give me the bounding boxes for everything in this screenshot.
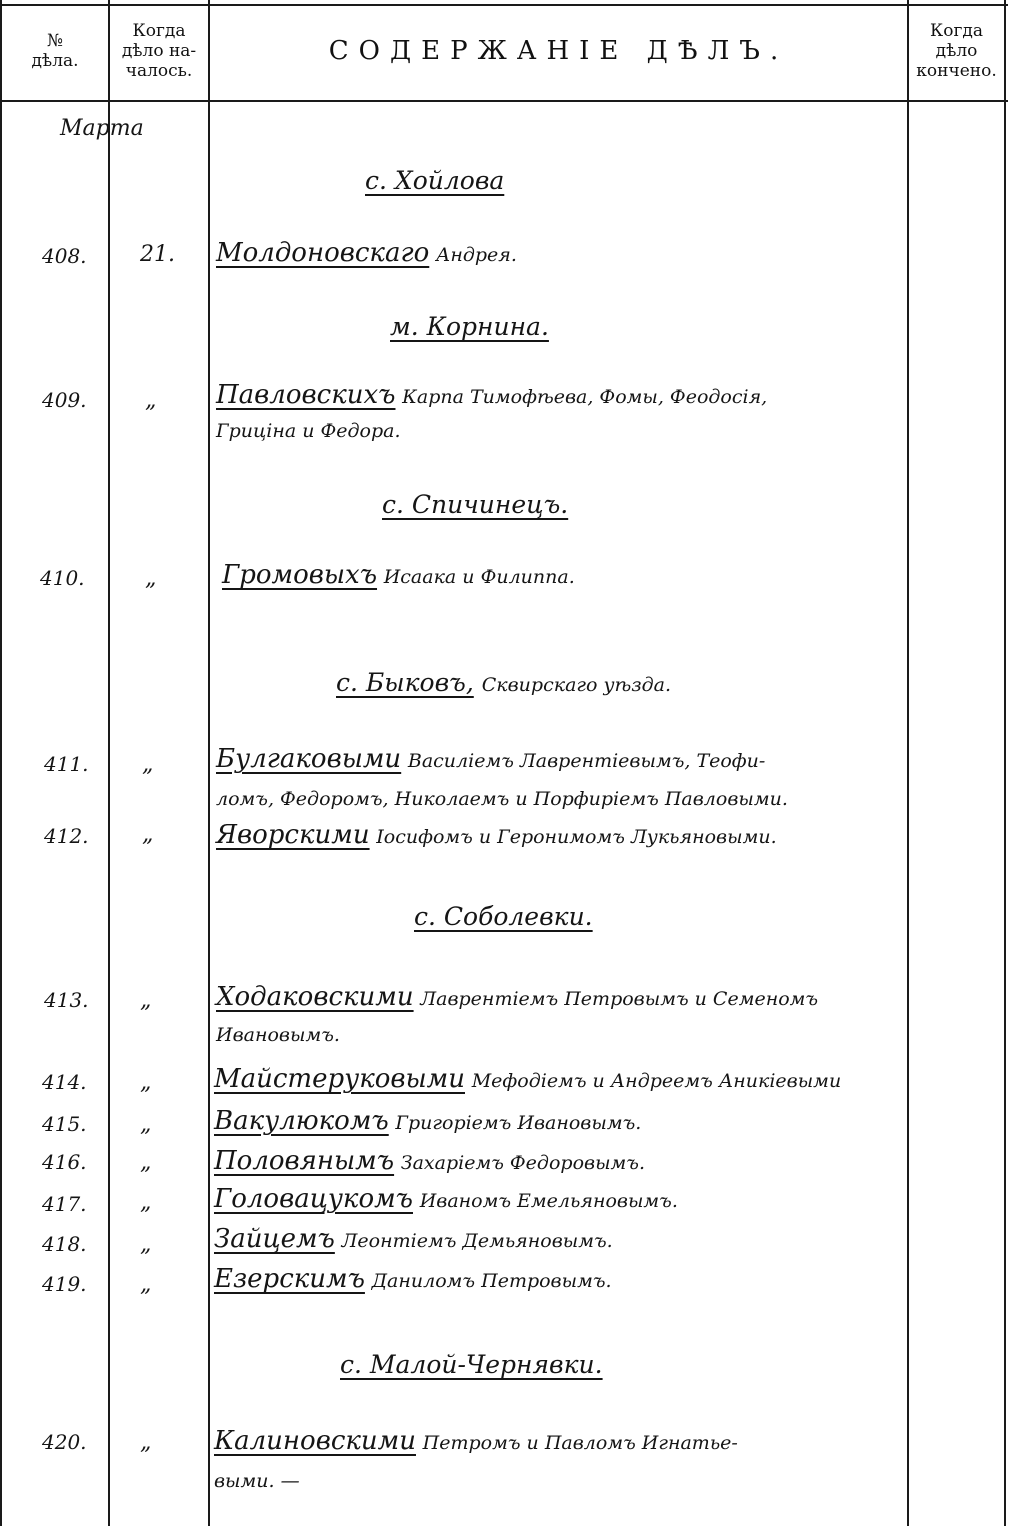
- place-heading: с. Быковъ, Сквирскаго уѣзда.: [336, 668, 672, 697]
- case-entry: Калиновскими Петромъ и Павломъ Игнатье-: [214, 1426, 738, 1456]
- rule-start-column: [208, 0, 210, 1526]
- case-entry: Яворскими Іосифомъ и Геронимомъ Лукьяновыми.: [216, 820, 777, 850]
- case-number: 418.: [42, 1232, 87, 1256]
- case-date: „: [142, 822, 154, 847]
- header-rule: [0, 100, 1008, 102]
- place-heading: с. Хойлова: [365, 166, 505, 195]
- place-heading: с. Спичинецъ.: [382, 490, 569, 519]
- rule-content-column: [907, 0, 909, 1526]
- case-number: 408.: [42, 244, 87, 268]
- case-entry-continuation: Гриціна и Федора.: [216, 420, 401, 442]
- rule-number-column: [108, 0, 110, 1526]
- case-date: „: [142, 752, 154, 777]
- header-start-label: Когда дѣло на- чалось.: [121, 21, 197, 81]
- case-entry: Павловскихъ Карпа Тимофѣева, Фомы, Феодосія,: [216, 380, 768, 410]
- case-date: „: [140, 1430, 152, 1455]
- place-heading: м. Корнина.: [390, 312, 549, 341]
- case-entry: Ходаковскими Лаврентіемъ Петровымъ и Семеномъ: [216, 982, 819, 1012]
- case-number: 419.: [42, 1272, 87, 1296]
- page-title: СОДЕРЖАНІЕ ДѢЛЪ.: [328, 36, 789, 66]
- case-number: 409.: [42, 388, 87, 412]
- header-number-label: № дѣла.: [31, 31, 79, 71]
- case-date: 21.: [140, 242, 175, 267]
- month-label: Марта: [60, 116, 144, 141]
- header-end-column: [909, 6, 1004, 96]
- case-entry: Майстеруковыми Мефодіемъ и Андреемъ Аникіевыми: [214, 1064, 842, 1094]
- case-date: „: [140, 1112, 152, 1137]
- case-entry: Зайцемъ Леонтіемъ Демьяновымъ.: [214, 1224, 613, 1254]
- case-number: 417.: [42, 1192, 87, 1216]
- case-entry: Булгаковыми Василіемъ Лаврентіевымъ, Теофи-: [216, 744, 766, 774]
- case-date: „: [140, 1190, 152, 1215]
- case-entry-continuation: ломъ, Федоромъ, Николаемъ и Порфиріемъ Павловыми.: [216, 788, 788, 810]
- case-number: 420.: [42, 1430, 87, 1454]
- case-number: 413.: [44, 988, 89, 1012]
- case-date: „: [145, 566, 157, 591]
- case-entry-continuation: выми. —: [214, 1470, 300, 1492]
- case-date: „: [140, 1232, 152, 1257]
- case-entry: Громовыхъ Исаака и Филиппа.: [222, 560, 575, 590]
- case-date: „: [140, 1150, 152, 1175]
- header-number-column: [2, 6, 108, 96]
- case-date: „: [140, 988, 152, 1013]
- case-entry: Молдоновскаго Андрея.: [216, 238, 517, 268]
- case-number: 411.: [44, 752, 89, 776]
- header-end-label: Когда дѣло кончено.: [916, 21, 997, 81]
- case-number: 410.: [40, 566, 85, 590]
- case-date: „: [140, 1272, 152, 1297]
- case-entry: Езерскимъ Даниломъ Петровымъ.: [214, 1264, 612, 1294]
- header-title: [210, 6, 907, 96]
- place-heading: с. Малой-Чернявки.: [340, 1350, 603, 1379]
- case-entry: Вакулюкомъ Григоріемъ Ивановымъ.: [214, 1106, 642, 1136]
- case-entry-continuation: Ивановымъ.: [216, 1024, 340, 1046]
- case-number: 415.: [42, 1112, 87, 1136]
- case-number: 412.: [44, 824, 89, 848]
- left-border: [0, 0, 2, 1526]
- case-number: 416.: [42, 1150, 87, 1174]
- rule-end-column: [1004, 0, 1006, 1526]
- case-date: „: [145, 388, 157, 413]
- case-entry: Половянымъ Захаріемъ Федоровымъ.: [214, 1146, 646, 1176]
- case-number: 414.: [42, 1070, 87, 1094]
- case-entry: Головацукомъ Иваномъ Емельяновымъ.: [214, 1184, 678, 1214]
- header-start-column: [110, 6, 208, 96]
- place-heading: с. Соболевки.: [414, 902, 593, 931]
- case-date: „: [140, 1070, 152, 1095]
